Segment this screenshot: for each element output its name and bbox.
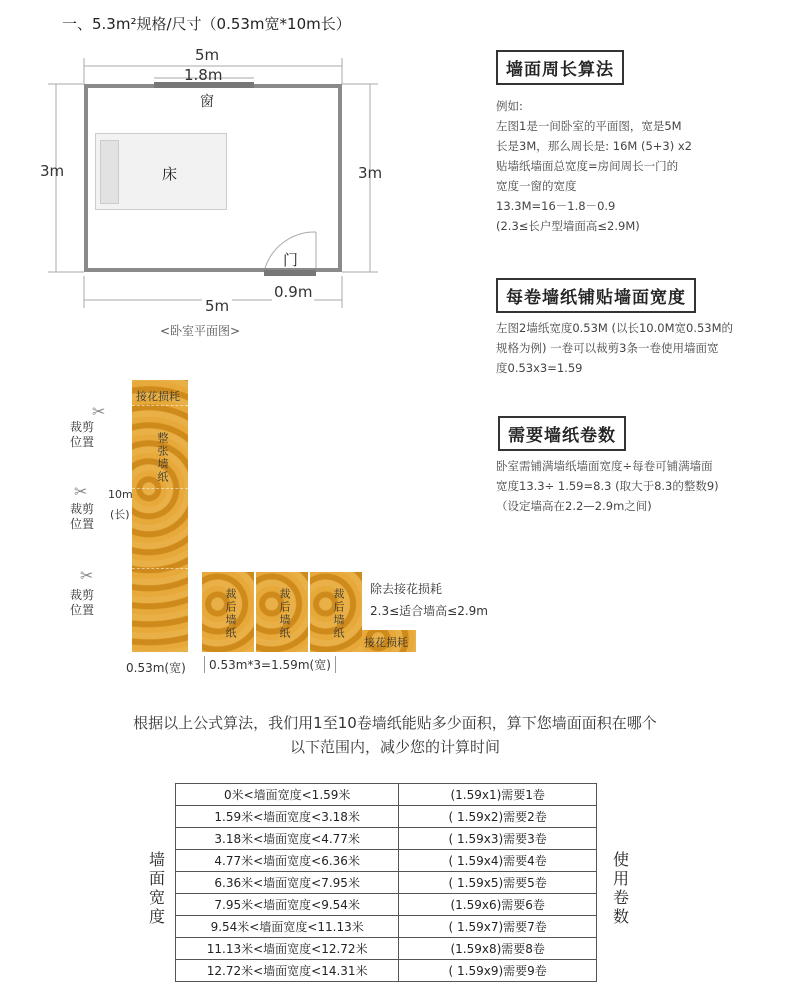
total-width-label: 0.53m*3=1.59m(宽)	[204, 656, 336, 673]
width-range-cell: 12.72米<墙面宽度<14.31米	[176, 960, 399, 982]
table-row	[176, 784, 597, 806]
section1-title: 墙面周长算法	[496, 50, 624, 85]
table-row	[176, 916, 597, 938]
width-range-cell: 0米<墙面宽度<1.59米	[176, 784, 399, 806]
scissors-icon: ✂	[74, 482, 88, 501]
cut-piece-label: 裁后墙纸	[278, 588, 291, 640]
whole-wallpaper-label: 整张墙纸	[156, 432, 169, 484]
scissors-icon: ✂	[92, 402, 106, 421]
width-range-cell: 4.77米<墙面宽度<6.36米	[176, 850, 399, 872]
bottom-width-label: 5m	[202, 297, 232, 315]
width-range-cell: 7.95米<墙面宽度<9.54米	[176, 894, 399, 916]
right-height-label: 3m	[358, 164, 383, 182]
floorplan-caption: <卧室平面图>	[160, 324, 241, 338]
section2-text: 左图2墙纸宽度0.53M (以长10.0M宽0.53M的 规格为例) 一卷可以裁剪3条一卷使用墙面宽 度0.53x3=1.59	[496, 321, 734, 375]
rolls-needed-cell: ( 1.59x9)需要9卷	[399, 960, 597, 982]
page-heading: 一、5.3m²规格/尺寸（0.53m宽*10m长）	[62, 15, 351, 33]
rolls-needed-cell: ( 1.59x7)需要7卷	[399, 916, 597, 938]
cut-line	[132, 405, 188, 406]
pillow-shape	[100, 140, 119, 204]
intro-text: 根据以上公式算法，我们用1至10卷墙纸能贴多少面积，算下您墙面面积在哪个 以下范围内，减少您的计算时间	[133, 714, 657, 756]
rolls-needed-cell: ( 1.59x3)需要3卷	[399, 828, 597, 850]
rolls-needed-cell: ( 1.59x2)需要2卷	[399, 806, 597, 828]
scissors-icon: ✂	[80, 566, 94, 585]
bed-label: 床	[162, 165, 178, 183]
minus-waste-label: 除去接花损耗	[370, 582, 443, 596]
table-row	[176, 894, 597, 916]
cut-position-label: 裁剪位置	[70, 420, 95, 449]
table-row	[176, 850, 597, 872]
window-label: 窗	[200, 94, 214, 110]
cut-position-label: 裁剪位置	[70, 588, 95, 617]
table-row	[176, 828, 597, 850]
width-range-cell: 9.54米<墙面宽度<11.13米	[176, 916, 399, 938]
width-label: 0.53m(宽)	[126, 661, 186, 675]
door-mark	[264, 270, 316, 276]
rolls-needed-cell: (1.59x1)需要1卷	[399, 784, 597, 806]
section2-title: 每卷墙纸铺贴墙面宽度	[496, 278, 696, 313]
door-width-label: 0.9m	[274, 283, 313, 301]
top-waste-label: 接花损耗	[136, 390, 180, 403]
cut-line	[132, 568, 188, 569]
cut-position-label: 裁剪位置	[70, 502, 95, 531]
rolls-needed-cell: ( 1.59x4)需要4卷	[399, 850, 597, 872]
roll-table	[175, 783, 597, 982]
table-row	[176, 872, 597, 894]
width-range-cell: 1.59米<墙面宽度<3.18米	[176, 806, 399, 828]
length-note: (长)	[110, 508, 130, 521]
left-height-label: 3m	[40, 162, 65, 180]
table-row	[176, 938, 597, 960]
width-range-cell: 11.13米<墙面宽度<12.72米	[176, 938, 399, 960]
section3-title: 需要墙纸卷数	[498, 416, 626, 451]
width-range-cell: 3.18米<墙面宽度<4.77米	[176, 828, 399, 850]
table-right-label: 使用卷数	[612, 850, 629, 926]
wallpaper-roll-strip	[132, 380, 188, 652]
top-width-label: 5m	[195, 46, 220, 64]
cut-piece-label: 裁后墙纸	[332, 588, 345, 640]
table-row	[176, 960, 597, 982]
cut-piece-label: 裁后墙纸	[224, 588, 237, 640]
rolls-needed-cell: (1.59x6)需要6卷	[399, 894, 597, 916]
window-width-label: 1.8m	[184, 66, 223, 84]
rolls-needed-cell: (1.59x8)需要8卷	[399, 938, 597, 960]
table-left-label: 墙面宽度	[148, 850, 165, 926]
table-row	[176, 806, 597, 828]
height-range-label: 2.3≤适合墙高≤2.9m	[370, 604, 488, 618]
bottom-waste-label: 接花损耗	[364, 636, 408, 649]
door-label: 门	[283, 251, 299, 269]
rolls-needed-cell: ( 1.59x5)需要5卷	[399, 872, 597, 894]
width-range-cell: 6.36米<墙面宽度<7.95米	[176, 872, 399, 894]
section3-text: 卧室需铺满墙纸墙面宽度÷每卷可铺满墙面 宽度13.3÷ 1.59=8.3 (取大于8.3的整数9) （设定墙高在2.2—2.9m之间)	[496, 459, 719, 513]
length-label: 10m	[108, 488, 133, 501]
section1-text: 例如: 左图1是一间卧室的平面图，宽是5M 长是3M，那么周长是: 16M (5+3) x2 贴墙纸墙面总宽度=房间周长一门的 宽度一窗的宽度 13.3M=16－1.8－0.9 (2.3≤长户型墙面高≤2.9M)	[496, 99, 692, 233]
